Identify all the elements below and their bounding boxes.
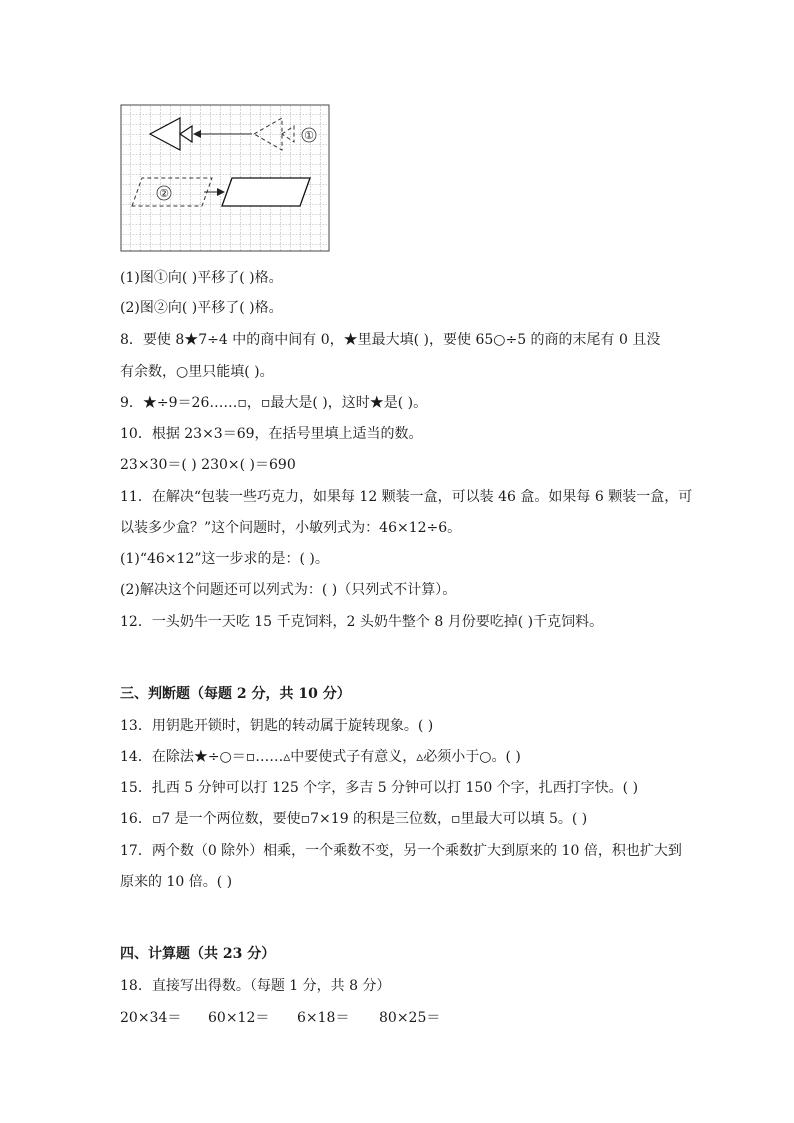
q7-part1: (1)图①向( )平移了( )格。 — [120, 270, 283, 286]
q17-line1: 17．两个数（0 除外）相乘，一个乘数不变，另一个乘数扩大到原来的 10 倍，积也扩大到 — [120, 843, 682, 859]
q16: 16．▫7 是一个两位数，要使▫7×19 的积是三位数，▫里最大可以填 5。( ) — [120, 811, 588, 827]
expr-1: 20×34＝ — [120, 1010, 182, 1026]
q17-line2: 原来的 10 倍。( ) — [120, 874, 233, 890]
section3-heading: 三、判断题（每题 2 分，共 10 分） — [120, 686, 351, 702]
q7-part2: (2)图②向( )平移了( )格。 — [120, 300, 283, 316]
q10-blanks: 23×30＝( ) 230×( )＝690 — [120, 457, 296, 473]
q11-part1: (1)“46×12”这一步求的是：( )。 — [120, 551, 329, 567]
q12: 12．一头奶牛一天吃 15 千克饲料，2 头奶牛整个 8 月份要吃掉( )千克饲料。 — [120, 614, 604, 630]
expr-4: 80×25＝ — [379, 1010, 441, 1026]
q11-line2: 以装多少盒？”这个问题时，小敏列式为：46×12÷6。 — [120, 520, 462, 536]
figure2-result-shape — [222, 178, 310, 206]
q8-line1: 8．要使 8★7÷4 中的商中间有 0，★里最大填( )，要使 65○÷5 的商的末尾有 0 且没 — [120, 332, 661, 348]
section4-heading: 四、计算题（共 23 分） — [120, 946, 276, 962]
q14: 14．在除法★÷○＝▫……▵中要使式子有意义，▵必须小于○。( ) — [120, 749, 521, 765]
q11-line1: 11．在解决“包装一些巧克力，如果每 12 颗装一盒，可以装 46 盒。如果每 6 颗装一盒，可 — [120, 489, 693, 505]
q11-part2: (2)解决这个问题还可以列式为：( )（只列式不计算）。 — [120, 582, 457, 598]
q9: 9．★÷9＝26……▫，▫最大是( )，这时★是( )。 — [120, 395, 428, 411]
q10-intro: 10．根据 23×3＝69，在括号里填上适当的数。 — [120, 426, 423, 442]
figure2-label: ② — [159, 187, 169, 200]
expr-3: 6×18＝ — [297, 1010, 350, 1026]
q8-line2: 有余数，○里只能填( )。 — [120, 364, 274, 380]
expr-2: 60×12＝ — [208, 1010, 270, 1026]
q13: 13．用钥匙开锁时，钥匙的转动属于旋转现象。( ) — [120, 718, 434, 734]
figure1-label: ① — [304, 129, 314, 142]
translation-grid-figure — [120, 104, 330, 252]
q18: 18．直接写出得数。（每题 1 分，共 8 分） — [120, 978, 391, 994]
q15: 15．扎西 5 分钟可以打 125 个字，多吉 5 分钟可以打 150 个字，扎西打字快。( ) — [120, 780, 639, 796]
